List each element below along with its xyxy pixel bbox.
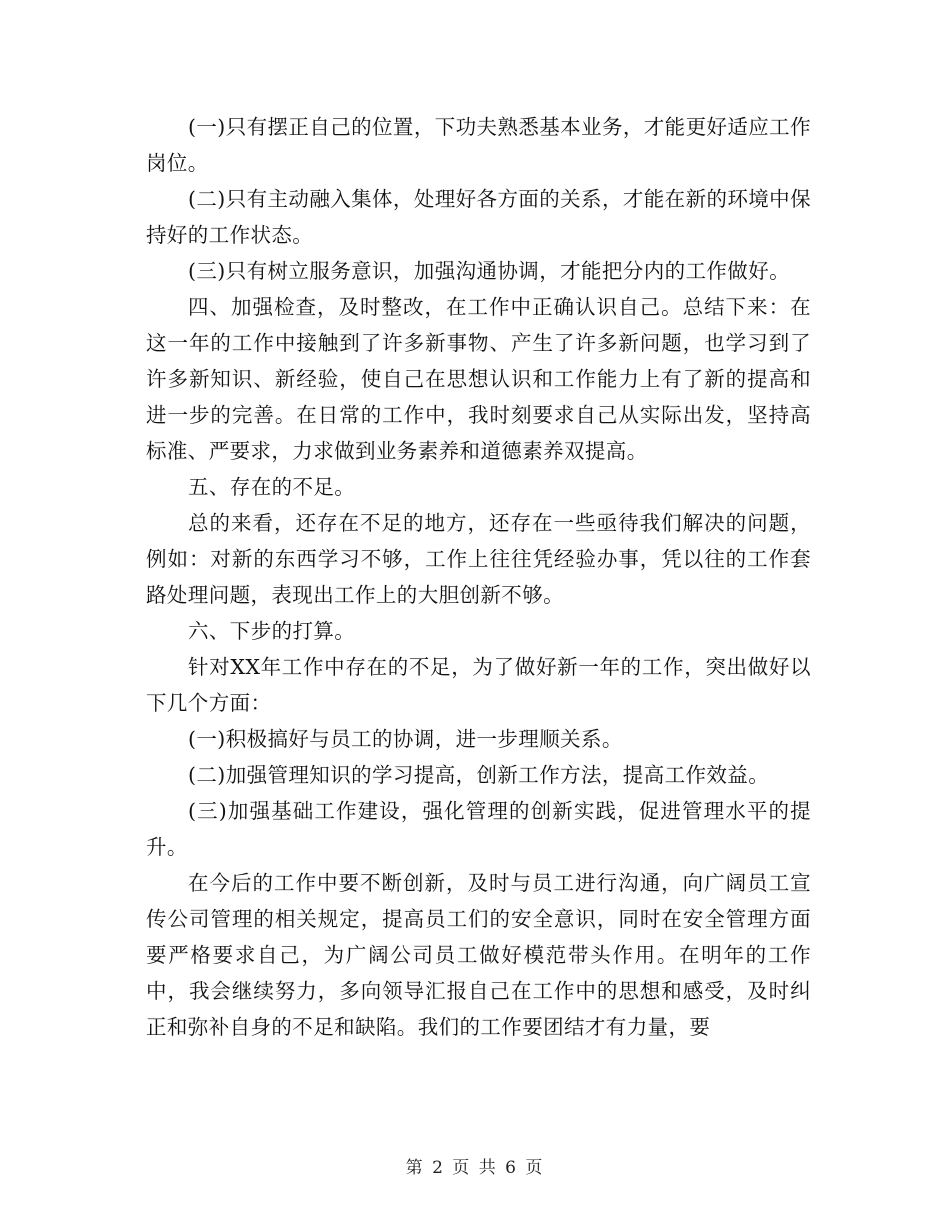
paragraph-9: (一)积极搞好与员工的协调，进一步理顺关系。: [188, 727, 623, 751]
paragraph-4: 四、加强检查，及时整改，在工作中正确认识自己。总结下来：在这一年的工作中接触到了许多新事物、产生了许多新问题，也学习到了许多新知识、新经验，使自己在思想认识和工作能力上有了新的提高和进一步的完善。在日常的工作中，我时刻要求自己从实际出发，坚持高标准、严要求，力求做到业务素养和道德素养双提高。: [146, 295, 811, 463]
section-heading-6: 六、下步的打算。: [188, 619, 356, 643]
paragraph-2: (二)只有主动融入集体，处理好各方面的关系，才能在新的环境中保持好的工作状态。: [146, 187, 811, 247]
page-footer: 第 2 页 共 6 页: [405, 1158, 545, 1178]
section-heading-5: 五、存在的不足。: [188, 475, 356, 499]
paragraph-11: (三)加强基础工作建设，强化管理的创新实践，促进管理水平的提升。: [146, 799, 811, 859]
paragraph-3: (三)只有树立服务意识，加强沟通协调，才能把分内的工作做好。: [188, 259, 790, 283]
paragraph-10: (二)加强管理知识的学习提高，创新工作方法，提高工作效益。: [188, 763, 770, 787]
paragraph-8: 针对XX年工作中存在的不足，为了做好新一年的工作，突出做好以下几个方面：: [146, 655, 811, 715]
paragraph-12: 在今后的工作中要不断创新，及时与员工进行沟通，向广阔员工宣传公司管理的相关规定，提高员工们的安全意识，同时在安全管理方面要严格要求自己，为广阔公司员工做好模范带头作用。在明年的工作中，我会继续努力，多向领导汇报自己在工作中的思想和感受，及时纠正和弥补自身的不足和缺陷。我们的工作要团结才有力量，要: [146, 871, 811, 1039]
paragraph-1: (一)只有摆正自己的位置，下功夫熟悉基本业务，才能更好适应工作岗位。: [146, 115, 811, 175]
document-body: [146, 109, 811, 1045]
paragraph-6: 总的来看，还存在不足的地方，还存在一些亟待我们解决的问题，例如：对新的东西学习不够，工作上往往凭经验办事，凭以往的工作套路处理问题，表现出工作上的大胆创新不够。: [146, 511, 811, 607]
